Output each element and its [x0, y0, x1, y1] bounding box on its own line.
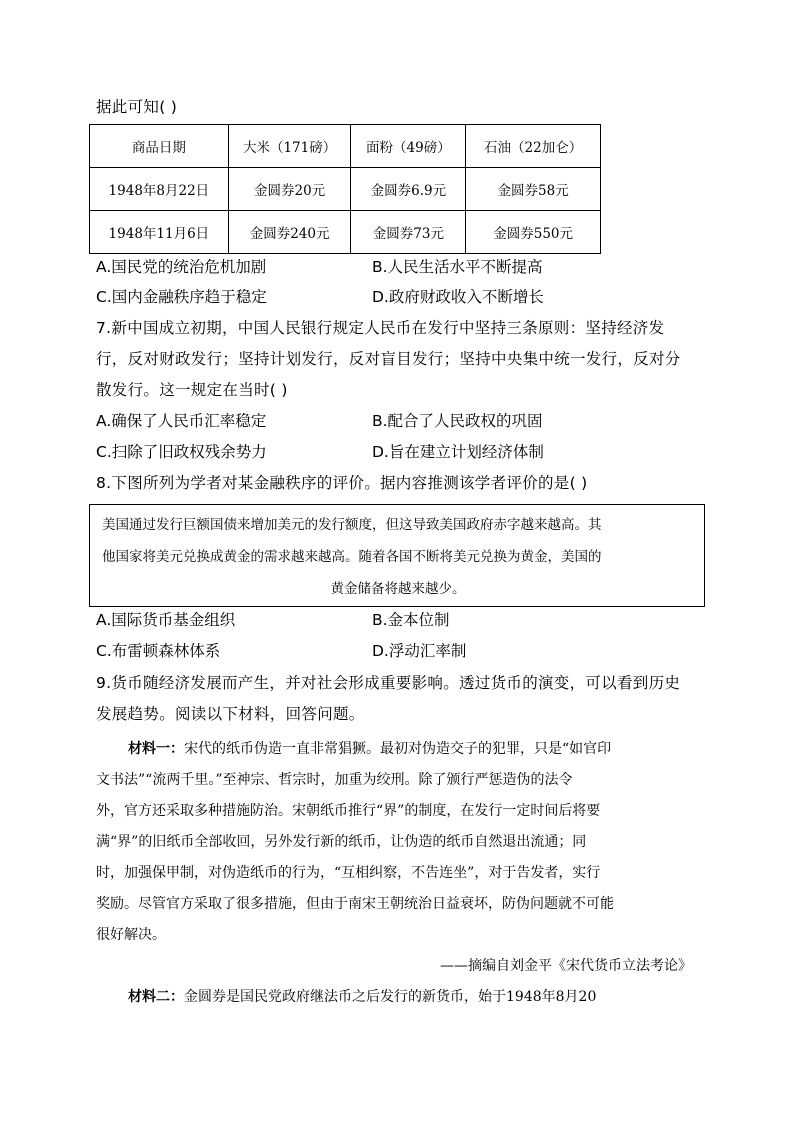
table-row: [90, 168, 601, 211]
material1-line: 奖励。尽管官方采取了很多措施，但由于南宋王朝统治日益衰坏，防伪问题就不可能: [96, 896, 614, 912]
table-cell: 金圆券240元: [228, 211, 351, 254]
table-cell: 金圆券20元: [228, 168, 351, 211]
material1-line: 时，加强保甲制，对伪造纸币的行为，“互相纠察，不告连坐”，对于告发者，实行: [96, 865, 601, 881]
table-header-cell: 面粉（49磅）: [351, 125, 466, 168]
q7-option-a: A.确保了人民币汇率稳定: [96, 412, 267, 430]
table-header-cell: 商品日期: [90, 125, 229, 168]
material2-text: 金圆券是国民党政府继法币之后发行的新货币，始于1948年8月20: [184, 989, 597, 1005]
material2-label: 材料二：: [128, 989, 184, 1005]
q8-quote-box: [89, 504, 705, 607]
q6-intro: 据此可知( ): [96, 98, 178, 116]
table-cell: 金圆券6.9元: [351, 168, 466, 211]
q7-option-d: D.旨在建立计划经济体制: [372, 443, 544, 461]
q8-option-d: D.浮动汇率制: [372, 642, 467, 660]
q7-stem-line: 7.新中国成立初期，中国人民银行规定人民币在发行中坚持三条原则：坚持经济发: [96, 319, 665, 337]
q7-stem-line: 行，反对财政发行；坚持计划发行，反对盲目发行；坚持中央集中统一发行，反对分: [96, 350, 681, 368]
quote-line: 黄金储备将越来越少。: [330, 581, 466, 597]
q8-option-b: B.金本位制: [372, 611, 450, 629]
table-row: [90, 211, 601, 254]
table-cell: 金圆券58元: [466, 168, 601, 211]
table-cell: 金圆券73元: [351, 211, 466, 254]
table-header-row: [90, 125, 601, 168]
q8-option-a: A.国际货币基金组织: [96, 611, 236, 629]
q9-stem-line: 发展趋势。阅读以下材料，回答问题。: [96, 705, 365, 723]
q9-stem-line: 9.货币随经济发展而产生，并对社会形成重要影响。透过货币的演变，可以看到历史: [96, 674, 681, 692]
material1-text: 宋代的纸币伪造一直非常猖獗。最初对伪造交子的犯罪，只是“如官印: [184, 741, 612, 757]
q6-option-d: D.政府财政收入不断增长: [372, 288, 544, 306]
table-cell: 1948年11月6日: [90, 211, 229, 254]
q6-option-b: B.人民生活水平不断提高: [372, 258, 543, 276]
q7-option-b: B.配合了人民政权的巩固: [372, 412, 543, 430]
material1-line: 很好解决。: [96, 927, 166, 943]
table-cell: 金圆券550元: [466, 211, 601, 254]
table-header-cell: 大米（171磅）: [228, 125, 351, 168]
q6-option-a: A.国民党的统治危机加剧: [96, 258, 267, 276]
material2-line: [128, 986, 596, 1008]
quote-line: 他国家将美元兑换成黄金的需求越来越高。随着各国不断将美元兑换为黄金，美国的: [102, 549, 602, 565]
q8-stem: 8.下图所列为学者对某金融秩序的评价。据内容推测该学者评价的是( ): [96, 474, 588, 492]
price-table: [89, 124, 601, 254]
material1-line: 外，官方还采取多种措施防治。宋朝纸币推行“界”的制度，在发行一定时间后将要: [96, 803, 601, 819]
material1-line: 满“界”的旧纸币全部收回，另外发行新的纸币，让伪造的纸币自然退出流通；同: [96, 834, 587, 850]
table-header-cell: 石油（22加仑）: [466, 125, 601, 168]
material1-line: [128, 738, 611, 760]
q8-option-c: C.布雷顿森林体系: [96, 642, 221, 660]
material1-label: 材料一：: [128, 741, 184, 757]
q6-option-c: C.国内金融秩序趋于稳定: [96, 288, 267, 306]
quote-line: 美国通过发行巨额国债来增加美元的发行额度，但这导致美国政府赤字越来越高。其: [102, 517, 602, 533]
table-cell: 1948年8月22日: [90, 168, 229, 211]
q7-stem-line: 散发行。这一规定在当时( ): [96, 381, 288, 399]
q7-option-c: C.扫除了旧政权残余势力: [96, 443, 267, 461]
material1-line: 文书法”“流两千里。”至神宗、哲宗时，加重为绞刑。除了颁行严惩造伪的法令: [96, 772, 573, 788]
material1-source: ——摘编自刘金平《宋代货币立法考论》: [440, 958, 692, 974]
